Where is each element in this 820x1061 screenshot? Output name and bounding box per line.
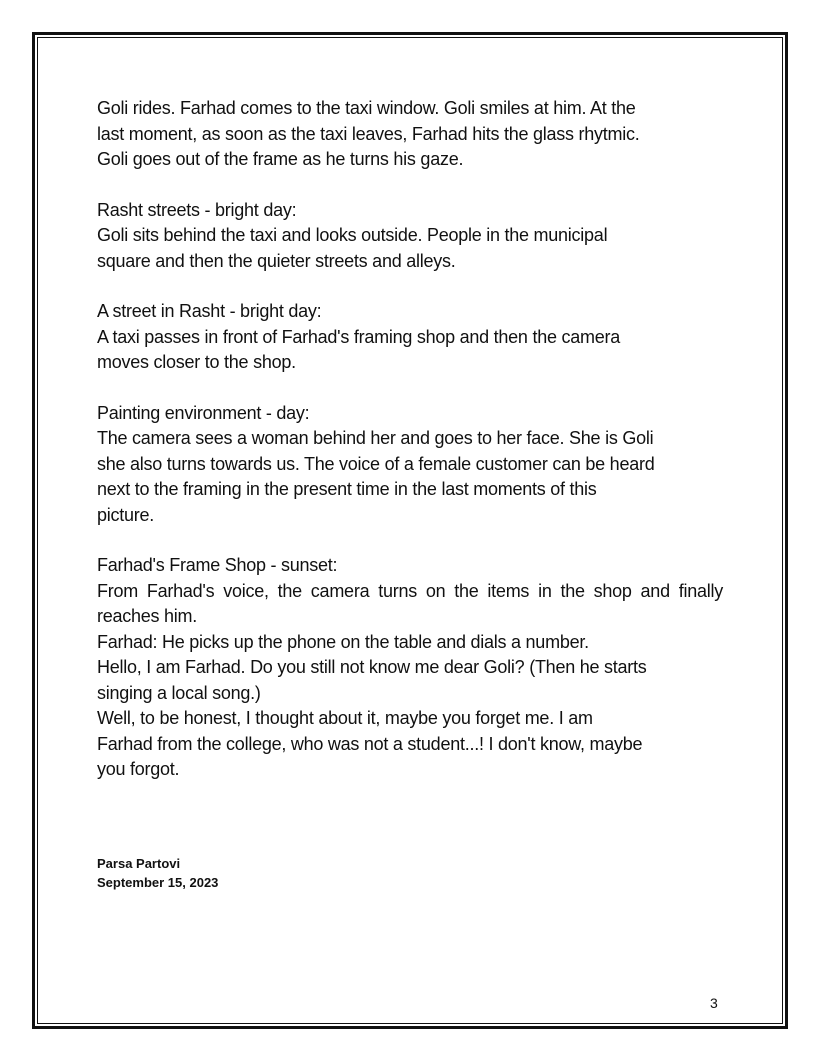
text-line: The camera sees a woman behind her and goes to her face. She is Goli <box>97 428 654 448</box>
text-line: moves closer to the shop. <box>97 352 296 372</box>
scene-heading: Rasht streets - bright day: <box>97 199 297 220</box>
text-line: Goli sits behind the taxi and looks outside. People in the municipal <box>97 225 608 245</box>
text-line: Goli rides. Farhad comes to the taxi window. Goli smiles at him. At the <box>97 98 636 118</box>
text-line: From Farhad's voice, the camera turns on the items in the shop and finally reaches him. <box>97 580 723 626</box>
text-line: square and then the quieter streets and alleys. <box>97 250 456 271</box>
scene-rasht-streets <box>97 198 723 275</box>
text-line: Farhad from the college, who was not a student...! I don't know, maybe <box>97 733 643 754</box>
text-line: next to the framing in the present time in the last moments of this <box>97 479 597 499</box>
signature-block <box>97 854 218 892</box>
scene-heading: A street in Rasht - bright day: <box>97 301 322 321</box>
script-body <box>97 96 723 783</box>
text-line: you forgot. <box>97 759 180 779</box>
text-line: last moment, as soon as the taxi leaves, Farhad hits the glass rhytmic. <box>97 123 640 144</box>
signature-date: September 15, 2023 <box>97 875 219 890</box>
text-line: picture. <box>97 504 155 525</box>
author-name: Parsa Partovi <box>97 856 181 871</box>
text-line: Goli goes out of the frame as he turns his gaze. <box>97 149 464 169</box>
scene-street-in-rasht <box>97 299 723 376</box>
scene-heading: Farhad's Frame Shop - sunset: <box>97 555 338 575</box>
text-line: Hello, I am Farhad. Do you still not know me dear Goli? (Then he starts <box>97 657 647 677</box>
text-line: Well, to be honest, I thought about it, maybe you forget me. I am <box>97 708 593 728</box>
scene-painting-environment <box>97 401 723 529</box>
scene-heading: Painting environment - day: <box>97 402 310 423</box>
text-line: A taxi passes in front of Farhad's framing shop and then the camera <box>97 326 620 347</box>
text-line: she also turns towards us. The voice of a female customer can be heard <box>97 453 655 474</box>
scene-frame-shop <box>97 553 723 783</box>
text-line: singing a local song.) <box>97 682 261 703</box>
scene-paragraph-taxi-window <box>97 96 723 173</box>
text-line: Farhad: He picks up the phone on the table and dials a number. <box>97 631 589 652</box>
page-number: 3 <box>710 995 718 1011</box>
